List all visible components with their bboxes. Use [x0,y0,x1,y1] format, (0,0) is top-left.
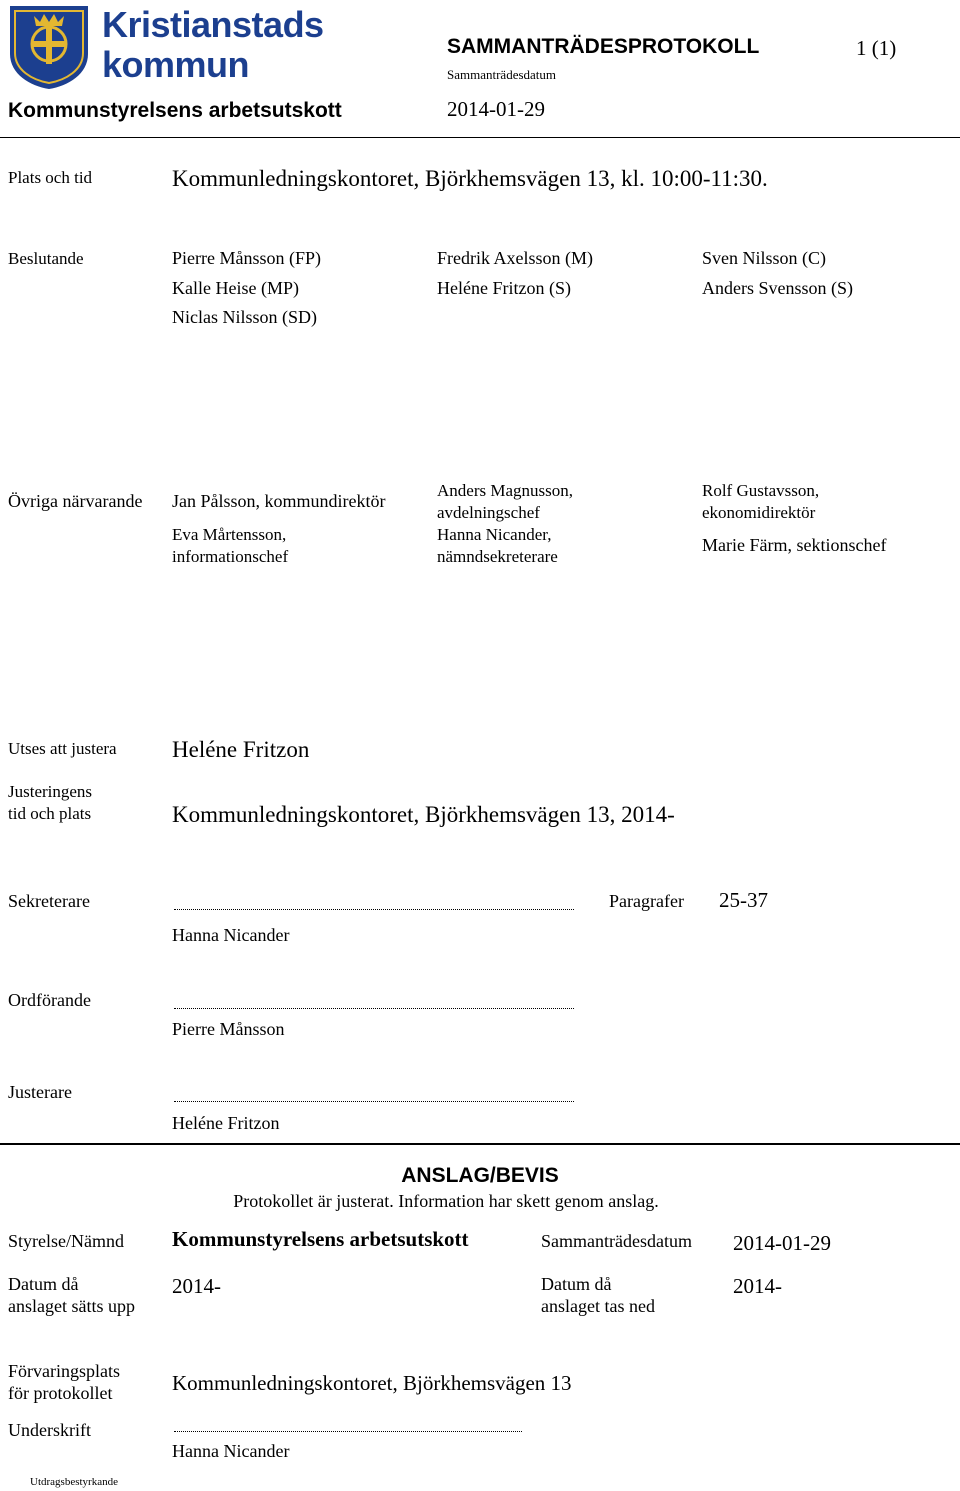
secretary-label: Sekreterare [8,891,90,911]
logo-wordmark-line-1: Kristianstads [102,4,324,45]
committee-name: Kommunstyrelsens arbetsutskott [8,99,342,122]
chair-name: Pierre Månsson [172,1019,285,1039]
place-label: Plats och tid [8,168,93,187]
adjuster-signature-line [174,1101,574,1102]
page-number: 1 (1) [856,36,897,60]
decision-maker: Pierre Månsson (FP) [172,248,321,268]
other-person: Jan Pålsson, kommundirektör [172,491,386,511]
adjuster-appointed-value: Heléne Fritzon [172,737,310,762]
decision-maker: Fredrik Axelsson (M) [437,248,593,268]
board-label: Styrelse/Nämnd [8,1231,124,1251]
decision-maker: Niclas Nilsson (SD) [172,307,317,327]
posted-date-label [8,1273,135,1317]
notice-date-label: Sammanträdesdatum [541,1231,692,1251]
notice-title: ANSLAG/BEVIS [401,1164,559,1187]
adjustment-time-label [8,781,92,825]
board-value: Kommunstyrelsens arbetsutskott [172,1227,469,1251]
other-person: Anders Magnusson, avdelningschef [437,481,573,522]
decision-maker: Heléne Fritzon (S) [437,278,571,298]
removed-date-value: 2014- [733,1274,782,1298]
extract-certification-label: Utdragsbestyrkande [30,1476,118,1488]
decision-maker: Sven Nilsson (C) [702,248,827,268]
storage-label-line: Förvaringsplats [8,1361,120,1381]
chair-label: Ordförande [8,990,91,1010]
notice-date-value: 2014-01-29 [733,1231,831,1255]
adjustment-time-label-line: tid och plats [8,804,92,823]
adjuster-appointed-label: Utses att justera [8,739,117,758]
adjustment-time-label-line: Justeringens [8,782,93,801]
place-value: Kommunledningskontoret, Björkhemsvägen 13, kl. 10:00-11:30. [172,166,768,191]
removed-date-label [541,1273,655,1317]
other-person: Hanna Nicander, nämndsekreterare [437,525,558,566]
paragraphs-label: Paragrafer [609,891,684,911]
storage-label-line: för protokollet [8,1383,113,1403]
signature-name: Hanna Nicander [172,1441,290,1461]
adjuster-label: Justerare [8,1082,72,1102]
storage-value: Kommunledningskontoret, Björkhemsvägen 13 [172,1371,572,1395]
secretary-signature-line [174,909,574,910]
signature-label: Underskrift [8,1420,91,1440]
notice-signature-line [174,1431,522,1432]
storage-label [8,1360,120,1404]
posted-date-label-line: anslaget sätts upp [8,1296,135,1316]
municipality-logo [6,2,324,90]
posted-date-value: 2014- [172,1274,221,1298]
secretary-name: Hanna Nicander [172,925,290,945]
posted-date-label-line: Datum då [8,1274,79,1294]
meeting-date: 2014-01-29 [447,97,545,121]
header-divider [0,137,960,138]
adjuster-name: Heléne Fritzon [172,1113,280,1133]
other-person: Rolf Gustavsson, ekonomidirektör [702,481,820,522]
document-title: SAMMANTRÄDESPROTOKOLL [447,35,760,58]
decision-maker: Anders Svensson (S) [702,278,853,298]
notice-divider [0,1143,960,1145]
other-person: Marie Färm, sektionschef [702,535,887,555]
others-present-label: Övriga närvarande [8,491,143,511]
decision-makers-label: Beslutande [8,249,84,268]
adjustment-time-value: Kommunledningskontoret, Björkhemsvägen 13, 2014- [172,802,675,827]
removed-date-label-line: anslaget tas ned [541,1296,655,1316]
decision-maker: Kalle Heise (MP) [172,278,299,298]
paragraphs-value: 25-37 [719,888,768,912]
coat-of-arms-icon [6,2,92,90]
logo-wordmark-line-2: kommun [102,44,250,85]
chair-signature-line [174,1008,574,1009]
notice-subtitle: Protokollet är justerat. Information har skett genom anslag. [233,1191,659,1211]
other-person: Eva Mårtensson, informationschef [172,525,289,566]
removed-date-label-line: Datum då [541,1274,612,1294]
meeting-date-label: Sammanträdesdatum [447,67,557,82]
